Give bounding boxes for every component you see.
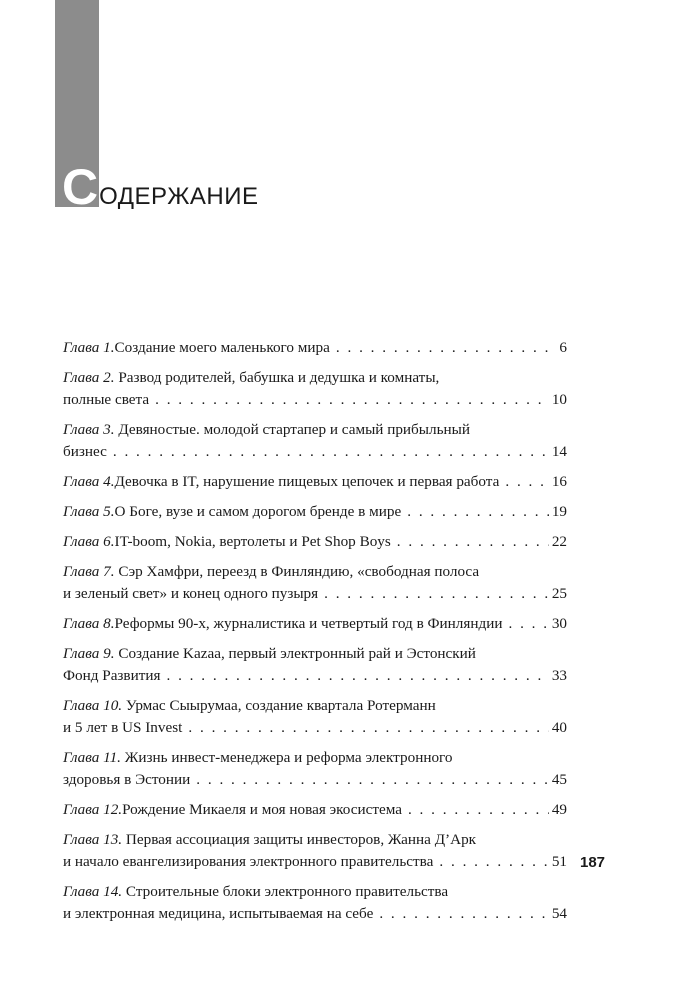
chapter-title: бизнес — [63, 443, 107, 460]
toc-entry-line — [63, 881, 567, 903]
chapter-title: Рождение Микаеля и моя новая экосистема — [122, 801, 402, 818]
toc-entry-line — [63, 531, 567, 553]
leader-dots — [505, 471, 548, 493]
chapter-title: Жизнь инвест-менеджера и реформа электронного — [124, 749, 453, 766]
leader-dots — [336, 337, 557, 359]
chapter-title: IT-boom, Nokia, вертолеты и Pet Shop Boys — [114, 533, 391, 550]
chapter-title: и 5 лет в US Invest — [63, 719, 183, 736]
chapter-title: Создание моего маленького мира — [114, 339, 330, 356]
toc-entry[interactable] — [63, 367, 567, 411]
toc-entry[interactable] — [63, 561, 567, 605]
chapter-title: Урмас Сыырумаа, создание квартала Ротерманн — [125, 697, 436, 714]
toc-entry[interactable] — [63, 881, 567, 925]
chapter-title: и начало евангелизирования электронного правительства — [63, 853, 434, 870]
toc-entry-line — [63, 389, 567, 411]
chapter-title: Девочка в IT, нарушение пищевых цепочек и первая работа — [114, 473, 500, 490]
toc-entry[interactable] — [63, 799, 567, 821]
chapter-label: Глава 3. — [63, 421, 115, 438]
entry-page-number: 10 — [551, 391, 567, 408]
entry-page-number: 51 — [551, 853, 567, 870]
toc-entry-line — [63, 903, 567, 925]
table-of-contents — [63, 337, 567, 933]
chapter-title: Фонд Развития — [63, 667, 161, 684]
chapter-label: Глава 10. — [63, 697, 123, 714]
chapter-label: Глава 13. — [63, 831, 123, 848]
toc-entry-line — [63, 613, 567, 635]
chapter-title: здоровья в Эстонии — [63, 771, 191, 788]
toc-entry[interactable] — [63, 829, 567, 873]
page-title — [62, 158, 259, 216]
leader-dots — [439, 851, 548, 873]
leader-dots — [379, 903, 549, 925]
chapter-title: и электронная медицина, испытываемая на себе — [63, 905, 374, 922]
title-rest: ОДЕРЖАНИЕ — [99, 183, 259, 210]
toc-entry[interactable] — [63, 643, 567, 687]
chapter-title: полные света — [63, 391, 150, 408]
leader-dots — [196, 769, 549, 791]
chapter-title: Развод родителей, бабушка и дедушка и комнаты, — [118, 369, 440, 386]
leader-dots — [166, 665, 548, 687]
chapter-label: Глава 14. — [63, 883, 123, 900]
toc-entry[interactable] — [63, 695, 567, 739]
toc-entry-line — [63, 561, 567, 583]
leader-dots — [113, 441, 549, 463]
toc-entry[interactable] — [63, 613, 567, 635]
toc-entry[interactable] — [63, 471, 567, 493]
toc-entry-line — [63, 829, 567, 851]
entry-page-number: 49 — [551, 801, 567, 818]
entry-page-number: 33 — [551, 667, 567, 684]
toc-entry-line — [63, 501, 567, 523]
chapter-title: и зеленый свет» и конец одного пузыря — [63, 585, 319, 602]
entry-page-number: 16 — [551, 473, 567, 490]
toc-entry-line — [63, 367, 567, 389]
chapter-title: Создание Kazaa, первый электронный рай и Эстонский — [118, 645, 476, 662]
page-number: 187 — [580, 854, 606, 871]
toc-entry-line — [63, 419, 567, 441]
chapter-label: Глава 12. — [63, 801, 123, 818]
toc-entry-line — [63, 471, 567, 493]
toc-entry-line — [63, 717, 567, 739]
chapter-title: Строительные блоки электронного правительства — [125, 883, 449, 900]
chapter-label: Глава 5. — [63, 503, 115, 520]
entry-page-number: 14 — [551, 443, 567, 460]
chapter-label: Глава 2. — [63, 369, 115, 386]
entry-page-number: 25 — [551, 585, 567, 602]
chapter-label: Глава 4. — [63, 473, 115, 490]
toc-entry[interactable] — [63, 419, 567, 463]
toc-entry-line — [63, 851, 567, 873]
chapter-title: Реформы 90-х, журналистика и четвертый год в Финляндии — [114, 615, 503, 632]
entry-page-number: 6 — [559, 339, 567, 356]
entry-page-number: 30 — [551, 615, 567, 632]
toc-entry-line — [63, 799, 567, 821]
toc-entry[interactable] — [63, 337, 567, 359]
toc-entry-line — [63, 643, 567, 665]
entry-page-number: 19 — [551, 503, 567, 520]
toc-entry[interactable] — [63, 531, 567, 553]
toc-entry-line — [63, 441, 567, 463]
toc-entry-line — [63, 337, 567, 359]
leader-dots — [407, 501, 549, 523]
toc-entry-line — [63, 665, 567, 687]
toc-entry[interactable] — [63, 501, 567, 523]
chapter-label: Глава 6. — [63, 533, 115, 550]
chapter-title: О Боге, вузе и самом дорогом бренде в мире — [114, 503, 402, 520]
chapter-label: Глава 9. — [63, 645, 115, 662]
chapter-title: Сэр Хамфри, переезд в Финляндию, «свободная полоса — [118, 563, 480, 580]
toc-entry-line — [63, 747, 567, 769]
toc-entry-line — [63, 769, 567, 791]
entry-page-number: 40 — [551, 719, 567, 736]
chapter-title: Девяностые. молодой стартапер и самый прибыльный — [118, 421, 470, 438]
leader-dots — [408, 799, 549, 821]
entry-page-number: 54 — [551, 905, 567, 922]
toc-entry-line — [63, 695, 567, 717]
toc-entry[interactable] — [63, 747, 567, 791]
chapter-label: Глава 7. — [63, 563, 115, 580]
leader-dots — [508, 613, 548, 635]
leader-dots — [155, 389, 549, 411]
entry-page-number: 45 — [551, 771, 567, 788]
chapter-title: Первая ассоциация защиты инвесторов, Жанна Д’Арк — [125, 831, 477, 848]
chapter-label: Глава 1. — [63, 339, 115, 356]
leader-dots — [188, 717, 548, 739]
chapter-label: Глава 11. — [63, 749, 121, 766]
entry-page-number: 22 — [551, 533, 567, 550]
leader-dots — [397, 531, 549, 553]
toc-entry-line — [63, 583, 567, 605]
leader-dots — [324, 583, 549, 605]
chapter-label: Глава 8. — [63, 615, 115, 632]
title-initial: С — [62, 159, 98, 215]
